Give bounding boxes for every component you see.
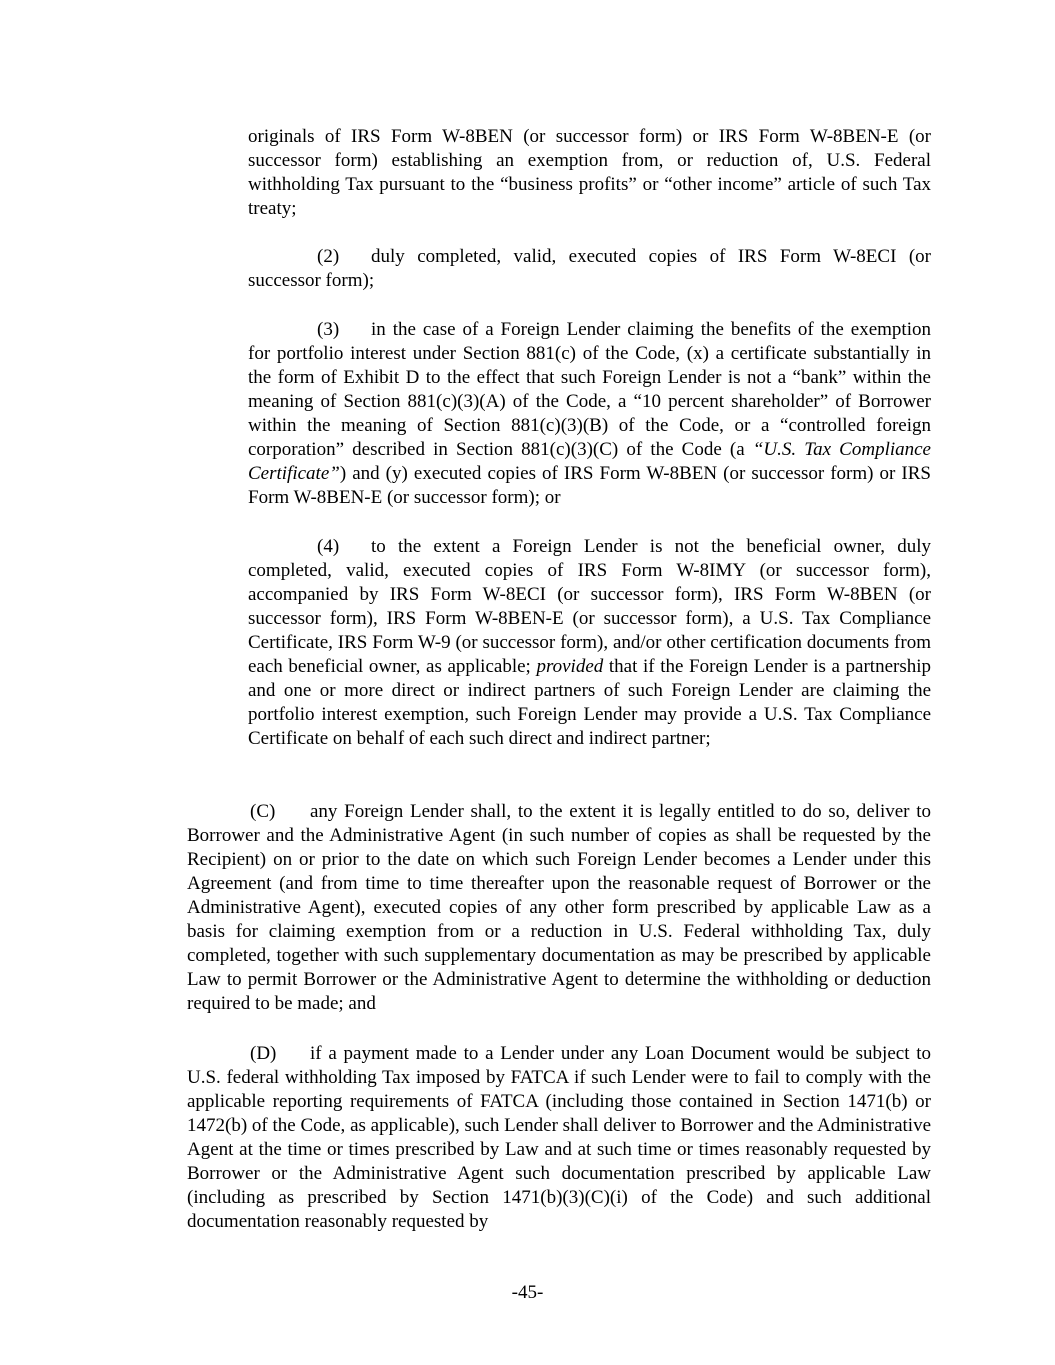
item-marker: (D) — [250, 1043, 277, 1064]
paragraph-text: if a payment made to a Lender under any Loan Document would be subject to U.S. federal withholding Tax imposed by FATCA if such Lender were to fail to comply with the applicable reporting requirements of FATCA (including those contained in Section 1471(b) or 1472(b) of the Code, as applicable), such Lender shall deliver to Borrower and the Administrative Agent at the time or times prescribed by Law and at such time or times reasonably requested by Borrower or the Administrative Agent such documentation prescribed by applicable Law (including as prescribed by Section 1471(b)(3)(C)(i) of the Code) and such additional documentation reasonably requested by — [187, 1043, 931, 1232]
item-marker: (C) — [250, 801, 276, 822]
paragraph-text: any Foreign Lender shall, to the extent it is legally entitled to do so, deliver to Borrower and the Administrative Agent (in such number of copies as shall be requested by the Recipient) on or prior to the date on which such Foreign Lender becomes a Lender under this Agreement (and from time to time thereafter upon the reasonable request of Borrower or the Administrative Agent), executed copies of any other form prescribed by applicable Law as a basis for claiming exemption from or a reduction in U.S. Federal withholding Tax, duly completed, together with such supplementary documentation as may be prescribed by applicable Law to permit Borrower or the Administrative Agent to determine the withholding or deduction required to be made; and — [187, 801, 931, 1014]
paragraph-item-c — [187, 800, 931, 1016]
italic-term: provided — [536, 656, 604, 677]
paragraph-continued — [248, 125, 931, 221]
paragraph-text: to the extent a Foreign Lender is not the beneficial owner, duly completed, valid, executed copies of IRS Form W-8IMY (or successor form), accompanied by IRS Form W-8ECI (or successor form), IRS Form W-8BEN (or successor form), IRS Form W-8BEN-E (or successor form), a U.S. Tax Compliance Certificate, IRS Form W-9 (or successor form), and/or other certification documents from each beneficial owner, as applicable; — [248, 536, 931, 677]
item-marker: (2) — [317, 246, 340, 267]
item-marker: (3) — [317, 319, 340, 340]
paragraph-text: duly completed, valid, executed copies of IRS Form W-8ECI (or successor form); — [248, 246, 931, 291]
paragraph-item-2 — [248, 245, 931, 293]
paragraph-item-4 — [248, 535, 931, 751]
paragraph-text: that if the Foreign Lender is a partnership and one or more direct or indirect partners of such Foreign Lender are claiming the portfolio interest exemption, such Foreign Lender may provide a U.S. Tax Compliance Certificate on behalf of each such direct and indirect partner; — [248, 656, 932, 749]
item-marker: (4) — [317, 536, 340, 557]
defined-term: “U.S. Tax Compliance Certificate” — [248, 439, 931, 484]
paragraph-item-d — [187, 1042, 931, 1234]
page-number: -45- — [511, 1282, 544, 1303]
paragraph-text: ) and (y) executed copies of IRS Form W-8BEN (or successor form) or IRS Form W-8BEN-E (or successor form); or — [248, 463, 931, 508]
paragraph-text: originals of IRS Form W-8BEN (or successor form) or IRS Form W-8BEN-E (or successor form) establishing an exemption from, or reduction of, U.S. Federal withholding Tax pursuant to the “business profits” or “other income” article of such Tax treaty; — [248, 126, 931, 219]
paragraph-text: in the case of a Foreign Lender claiming the benefits of the exemption for portfolio interest under Section 881(c) of the Code, (x) a certificate substantially in the form of Exhibit D to the effect that such Foreign Lender is not a “bank” within the meaning of Section 881(c)(3)(A) of the Code, a “10 percent shareholder” of Borrower within the meaning of Section 881(c)(3)(B) of the Code, or a “controlled foreign corporation” described in Section 881(c)(3)(C) of the Code (a — [248, 319, 931, 460]
paragraph-item-3 — [248, 318, 931, 510]
